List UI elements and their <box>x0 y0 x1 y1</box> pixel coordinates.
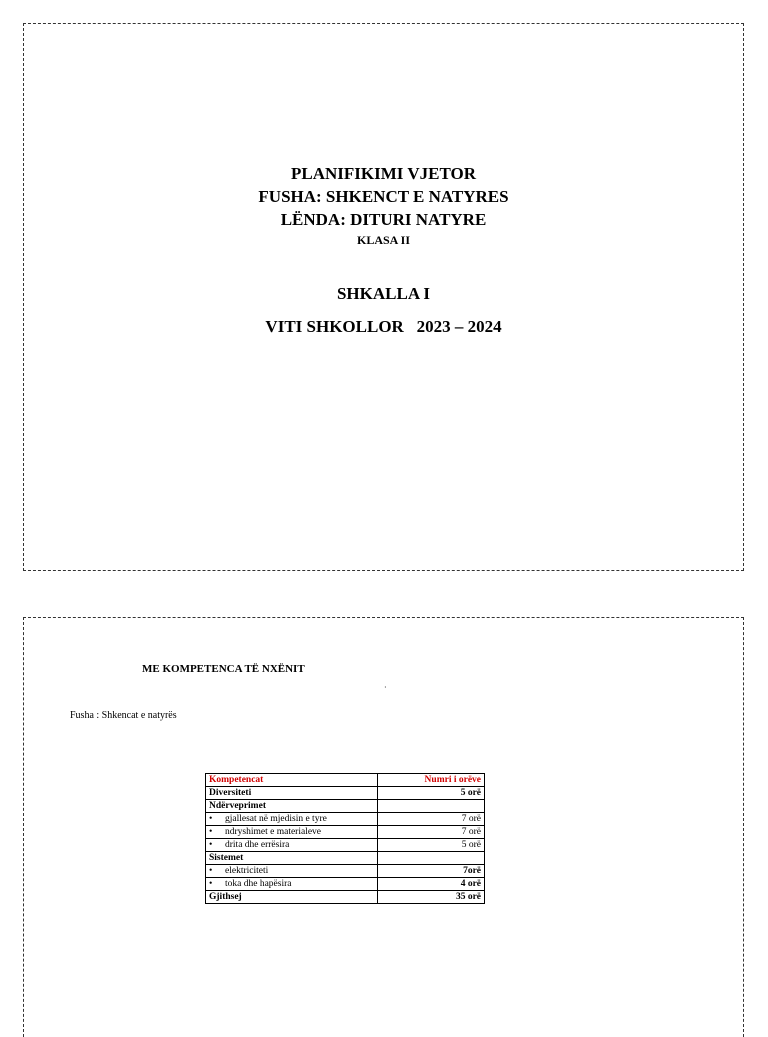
hours-cell: 35 orë <box>378 891 485 904</box>
cover-page <box>23 23 744 571</box>
competency-cell <box>206 787 378 800</box>
competency-label: toka dhe hapësira <box>225 879 292 889</box>
hours-cell <box>378 852 485 865</box>
hours-cell: 4 orë <box>378 878 485 891</box>
hours-cell <box>378 800 485 813</box>
hours-cell: 5 orë <box>378 787 485 800</box>
table-row <box>206 813 485 826</box>
table-row <box>206 891 485 904</box>
table-header-row <box>206 774 485 787</box>
stray-dot: · <box>384 683 387 692</box>
hours-cell: 7 orë <box>378 826 485 839</box>
competency-cell <box>206 891 378 904</box>
competency-label: Diversiteti <box>209 788 252 798</box>
hours-cell: 7 orë <box>378 813 485 826</box>
competency-cell <box>206 800 378 813</box>
competency-label: ndryshimet e materialeve <box>225 827 322 837</box>
scale-label: SHKALLA I <box>336 284 431 303</box>
competency-cell <box>206 826 378 839</box>
class-label: KLASA II <box>356 233 411 247</box>
table-row <box>206 878 485 891</box>
hours-cell: 7orë <box>378 865 485 878</box>
bullet-icon: • <box>209 840 213 850</box>
school-year: VITI SHKOLLOR 2023 – 2024 <box>265 317 502 336</box>
competency-label: drita dhe errësira <box>225 840 290 850</box>
table-row <box>206 865 485 878</box>
bullet-icon: • <box>209 879 213 889</box>
competency-label: Gjithsej <box>209 892 242 902</box>
table-row <box>206 826 485 839</box>
table-row <box>206 787 485 800</box>
header-competencies: Kompetencat <box>206 774 378 787</box>
hours-cell: 5 orë <box>378 839 485 852</box>
bullet-icon: • <box>209 814 213 824</box>
competency-cell <box>206 852 378 865</box>
field-label: Fusha : Shkencat e natyrës <box>70 710 177 721</box>
header-hours: Numri i orëve <box>378 774 485 787</box>
plan-title: PLANIFIKIMI VJETOR <box>291 164 476 183</box>
table-row <box>206 800 485 813</box>
competency-label: Ndërveprimet <box>209 801 266 811</box>
field-title: FUSHA: SHKENCT E NATYRES <box>258 187 509 206</box>
table-row <box>206 852 485 865</box>
competency-label: Sistemet <box>209 853 244 863</box>
bullet-icon: • <box>209 866 213 876</box>
subject-title: LËNDA: DITURI NATYRE <box>280 210 487 229</box>
competency-cell <box>206 865 378 878</box>
competency-cell <box>206 813 378 826</box>
page-heading: ME KOMPETENCA TË NXËNIT <box>142 663 305 675</box>
competency-cell <box>206 839 378 852</box>
table-row <box>206 839 485 852</box>
competency-page <box>23 617 744 1037</box>
competency-cell <box>206 878 378 891</box>
competency-label: elektriciteti <box>225 866 269 876</box>
competency-table <box>205 773 485 904</box>
bullet-icon: • <box>209 827 213 837</box>
competency-label: gjallesat në mjedisin e tyre <box>225 814 327 824</box>
